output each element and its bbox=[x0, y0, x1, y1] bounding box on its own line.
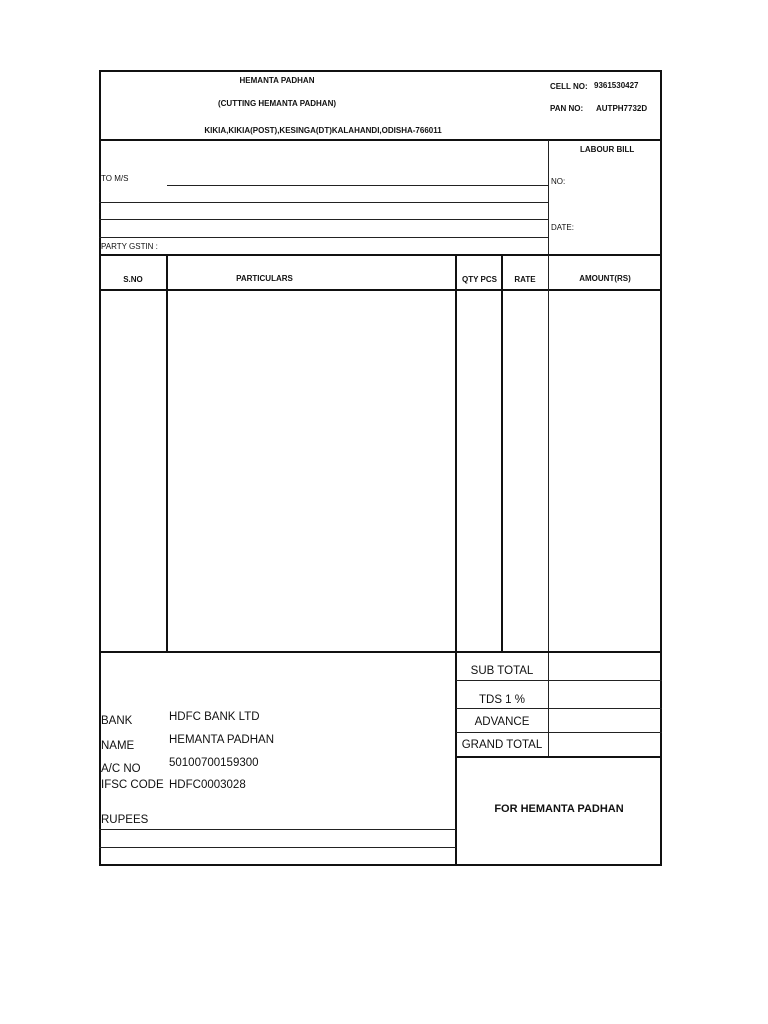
ifsc-label: IFSC CODE bbox=[101, 779, 164, 791]
totals-line-2 bbox=[456, 708, 662, 709]
totals-line-3 bbox=[456, 732, 662, 733]
outer-top-border bbox=[99, 70, 662, 72]
ifsc-value: HDFC0003028 bbox=[169, 779, 246, 791]
grand-total-label: GRAND TOTAL bbox=[461, 739, 543, 751]
proprietor-name: HEMANTA PADHAN bbox=[239, 76, 315, 85]
cell-label: CELL NO: bbox=[550, 82, 588, 91]
bank-label: BANK bbox=[101, 715, 133, 727]
party-bottom-border bbox=[99, 254, 662, 256]
party-line-1 bbox=[99, 202, 548, 203]
bill-info-divider bbox=[548, 140, 549, 255]
for-signature-text: FOR HEMANTA PADHAN bbox=[494, 803, 624, 815]
party-line-2 bbox=[99, 219, 548, 220]
rupees-line-2 bbox=[99, 847, 456, 848]
col-divider-qty bbox=[501, 255, 503, 652]
totals-bottom-border bbox=[456, 756, 662, 758]
name-label: NAME bbox=[101, 740, 135, 752]
pan-label: PAN NO: bbox=[550, 104, 584, 113]
col-header-particulars: PARTICULARS bbox=[236, 274, 293, 283]
business-address: KIKIA,KIKIA(POST),KESINGA(DT)KALAHANDI,ODISHA-766011 bbox=[204, 126, 442, 135]
party-line-3 bbox=[99, 237, 548, 238]
totals-line-1 bbox=[456, 680, 662, 681]
col-header-rate: RATE bbox=[514, 275, 536, 284]
col-divider-particulars bbox=[455, 255, 457, 865]
tds-label: TDS 1 % bbox=[478, 694, 525, 706]
party-gstin-label: PARTY GSTIN : bbox=[101, 242, 158, 251]
to-ms-line bbox=[167, 185, 548, 186]
outer-right-border bbox=[660, 70, 662, 866]
pan-value: AUTPH7732D bbox=[596, 104, 648, 113]
name-value: HEMANTA PADHAN bbox=[169, 734, 275, 746]
col-header-qty: QTY PCS bbox=[462, 275, 497, 284]
header-divider bbox=[99, 139, 662, 141]
col-divider-sno bbox=[166, 255, 168, 652]
bill-date-label: DATE: bbox=[551, 223, 574, 232]
cell-value: 9361530427 bbox=[594, 81, 639, 90]
bill-no-label: NO: bbox=[551, 177, 566, 186]
account-value: 50100700159300 bbox=[169, 757, 259, 769]
col-divider-rate bbox=[548, 255, 549, 757]
outer-bottom-border bbox=[99, 864, 662, 866]
col-header-sno: S.NO bbox=[123, 275, 143, 284]
advance-label: ADVANCE bbox=[474, 716, 530, 728]
business-subtitle: (CUTTING HEMANTA PADHAN) bbox=[217, 99, 337, 108]
rupees-label: RUPEES bbox=[101, 814, 149, 826]
col-header-amount: AMOUNT(RS) bbox=[579, 274, 631, 283]
sub-total-label: SUB TOTAL bbox=[470, 665, 534, 677]
table-body-bottom bbox=[99, 651, 662, 653]
to-ms-label: TO M/S bbox=[101, 174, 129, 183]
table-header-bottom bbox=[99, 289, 662, 291]
rupees-line-1 bbox=[99, 829, 456, 830]
labour-bill-title: LABOUR BILL bbox=[580, 145, 635, 154]
account-label: A/C NO bbox=[101, 763, 141, 775]
bank-value: HDFC BANK LTD bbox=[169, 711, 260, 723]
